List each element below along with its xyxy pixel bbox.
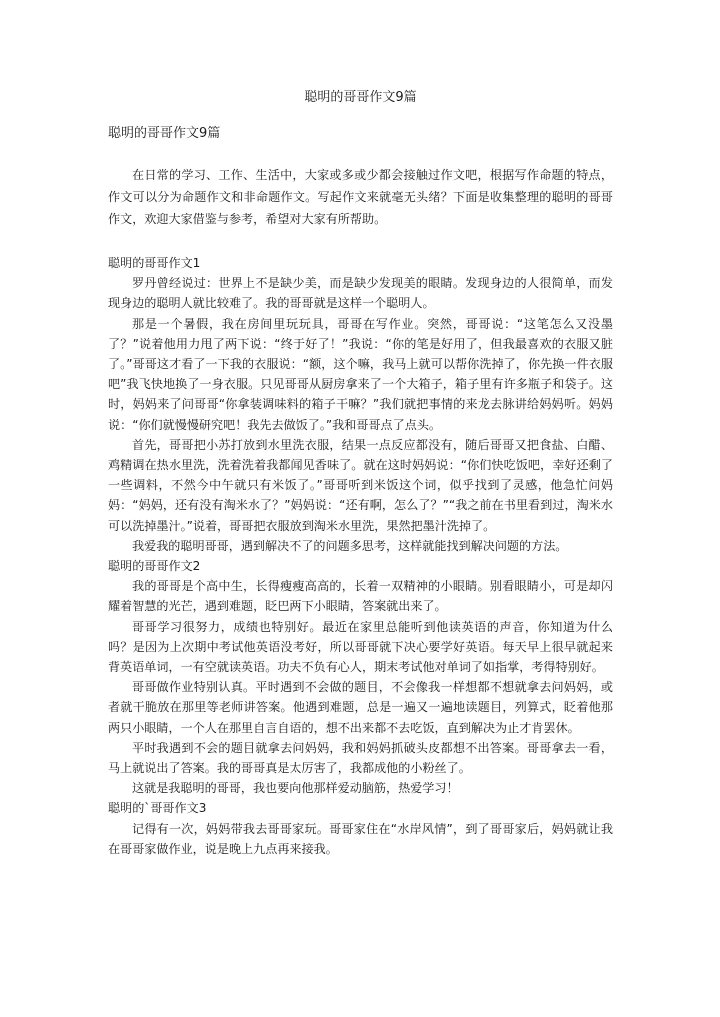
paragraph: 我爱我的聪明哥哥，遇到解决不了的问题多思考，这样就能找到解决问题的方法。 — [132, 538, 568, 553]
paragraph: 那是一个暑假，我在房间里玩玩具，哥哥在写作业。突然，哥哥说：“这笔怎么又没墨了？”说着他用力甩了两下说：“终于好了！”我说：“你的笔是好用了，但我最喜欢的衣服又脏了。”哥哥这才看了一下我的衣服说：“额，这个嘛，我马上就可以帮你洗掉了，你先换一件衣服吧”我飞快地换了一身衣服。只见哥哥从厨房拿来了一个大箱子，箱子里有许多瓶子和袋子。这时，妈妈来了问哥哥“你拿装调味料的箱子干嘛？”我们就把事情的来龙去脉讲给妈妈听。妈妈说：“你们就慢慢研究吧！我先去做饭了。”我和哥哥点了点头。 — [108, 316, 613, 432]
document-subtitle: 聪明的哥哥作文9篇 — [108, 126, 221, 141]
paragraph: 记得有一次，妈妈带我去哥哥家玩。哥哥家住在“水岸风情”，到了哥哥家后，妈妈就让我在哥哥家做作业，说是晚上九点再来接我。 — [108, 821, 613, 856]
paragraph: 罗丹曾经说过：世界上不是缺少美，而是缺少发现美的眼睛。发现身边的人很简单，而发现身边的聪明人就比较难了。我的哥哥就是这样一个聪明人。 — [108, 276, 613, 311]
intro-paragraph: 在日常的学习、工作、生活中，大家或多或少都会接触过作文吧，根据写作命题的特点，作文可以分为命题作文和非命题作文。写起作文来就毫无头绪？下面是收集整理的聪明的哥哥作文，欢迎大家借鉴与参考，希望对大家有所帮助。 — [108, 168, 613, 226]
paragraph: 首先，哥哥把小苏打放到水里洗衣服，结果一点反应都没有，随后哥哥又把食盐、白醋、鸡精调在热水里洗，洗着洗着我都闻见香味了。就在这时妈妈说：“你们快吃饭吧，幸好还剩了一些调料，不然今中午就只有米饭了。”哥哥听到米饭这个词，似乎找到了灵感，他急忙问妈妈：“妈妈，还有没有淘米水了？”妈妈说：“还有啊，怎么了？”“我之前在书里看到过，淘米水可以洗掉墨汁。”说着，哥哥把衣服放到淘米水里洗，果然把墨汁洗掉了。 — [108, 437, 613, 533]
paragraph: 这就是我聪明的哥哥，我也要向他那样爱动脑筋，热爱学习！ — [132, 781, 459, 796]
section-heading: 聪明的哥哥作文1 — [108, 256, 201, 270]
intro-block — [108, 164, 613, 230]
document-title: 聪明的哥哥作文9篇 — [304, 90, 417, 105]
paragraph: 哥哥做作业特别认真。平时遇到不会做的题目，不会像我一样想都不想就拿去问妈妈，或者就干脆放在那里等老师讲答案。他遇到难题，总是一遍又一遍地读题目，列算式，眨着他那两只小眼睛，一个人在那里自言自语的，想不出来都不去吃饭，直到解决为止才肯罢休。 — [108, 680, 613, 735]
article-body — [108, 253, 613, 859]
section-heading: 聪明的哥哥作文2 — [108, 559, 201, 574]
paragraph: 哥哥学习很努力，成绩也特别好。最近在家里总能听到他读英语的声音，你知道为什么吗？是因为上次期中考试他英语没考好，所以哥哥就下决心要学好英语。每天早上很早就起来背英语单词，一有空就读英语。功夫不负有心人，期末考试他对单词了如指掌，考得特别好。 — [108, 619, 613, 675]
section-heading: 聪明的`哥哥作文3 — [108, 801, 207, 816]
paragraph: 平时我遇到不会的题目就拿去问妈妈，我和妈妈抓破头皮都想不出答案。哥哥拿去一看，马上就说出了答案。我的哥哥真是太厉害了，我都成他的小粉丝了。 — [108, 740, 613, 776]
paragraph: 我的哥哥是个高中生，长得瘦瘦高高的，长着一双精神的小眼睛。别看眼睛小，可是却闪耀着智慧的光芒，遇到难题，眨巴两下小眼睛，答案就出来了。 — [108, 579, 613, 614]
